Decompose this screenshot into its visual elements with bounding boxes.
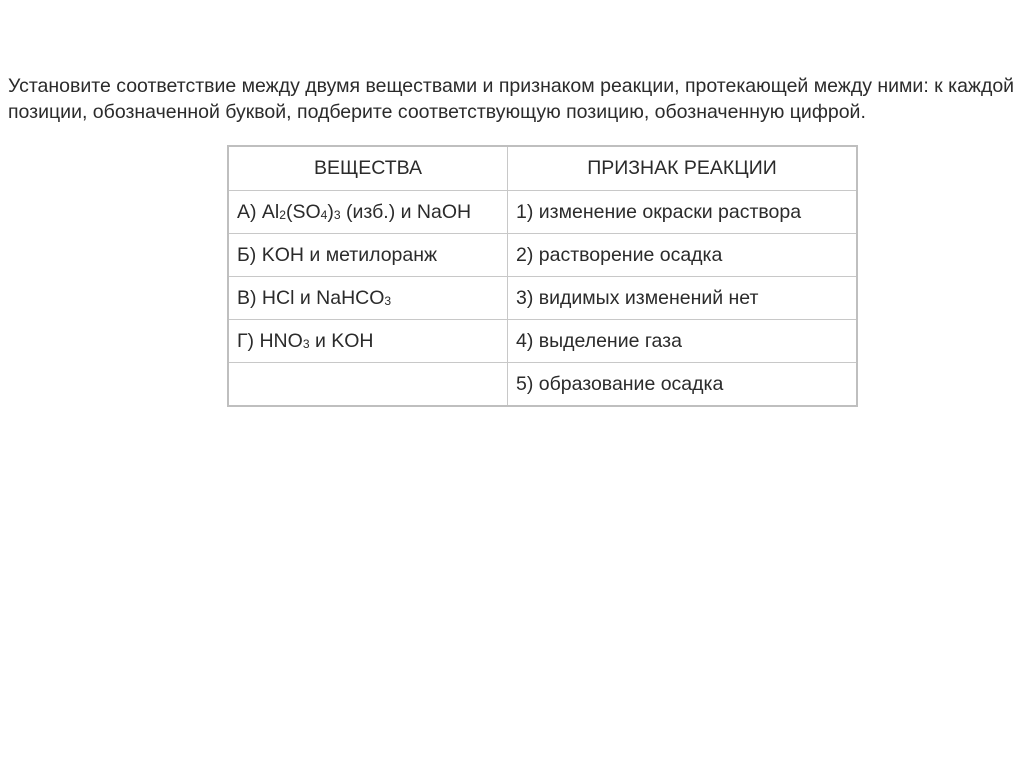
- substance-g-text: и KOH: [309, 329, 374, 352]
- table-header-row: [228, 146, 857, 191]
- substance-a-text: А) Al: [237, 200, 280, 223]
- substance-cell-empty: [228, 363, 508, 407]
- substance-cell-g: [228, 320, 508, 363]
- table-row: [228, 320, 857, 363]
- sign-cell-2: 2) растворение осадка: [508, 234, 858, 277]
- sign-cell-3: 3) видимых изменений нет: [508, 277, 858, 320]
- substance-a-text: ): [327, 200, 334, 223]
- header-substances: ВЕЩЕСТВА: [228, 146, 508, 191]
- subscript: 3: [333, 207, 341, 222]
- substance-cell-a: [228, 191, 508, 234]
- task-text: Установите соответствие между двумя веществами и признаком реакции, протекающей между ними: к каждой позиции, обозначенной буквой, подберите соответствующую позицию, обозначенную цифрой.: [8, 75, 1015, 123]
- subscript: 3: [302, 336, 310, 351]
- substance-a-text: (изб.) и NaOH: [340, 200, 472, 223]
- substance-g-text: Г) HNO: [237, 329, 303, 352]
- subscript: 2: [279, 207, 286, 222]
- table-row: [228, 277, 857, 320]
- sign-cell-4: 4) выделение газа: [508, 320, 858, 363]
- matching-table: [227, 145, 858, 407]
- substance-a-text: (SO: [285, 200, 321, 223]
- table-row: [228, 234, 857, 277]
- header-reaction-sign: ПРИЗНАК РЕАКЦИИ: [508, 146, 858, 191]
- subscript: 3: [384, 293, 392, 308]
- substance-cell-v: [228, 277, 508, 320]
- subscript: 4: [320, 207, 328, 222]
- table-row: [228, 191, 857, 234]
- substance-v-text: В) HCl и NaHCO: [237, 286, 385, 309]
- sign-cell-5: 5) образование осадка: [508, 363, 858, 407]
- sign-cell-1: 1) изменение окраски раствора: [508, 191, 858, 234]
- substance-cell-b: Б) KOH и метилоранж: [228, 234, 508, 277]
- table-row: [228, 363, 857, 407]
